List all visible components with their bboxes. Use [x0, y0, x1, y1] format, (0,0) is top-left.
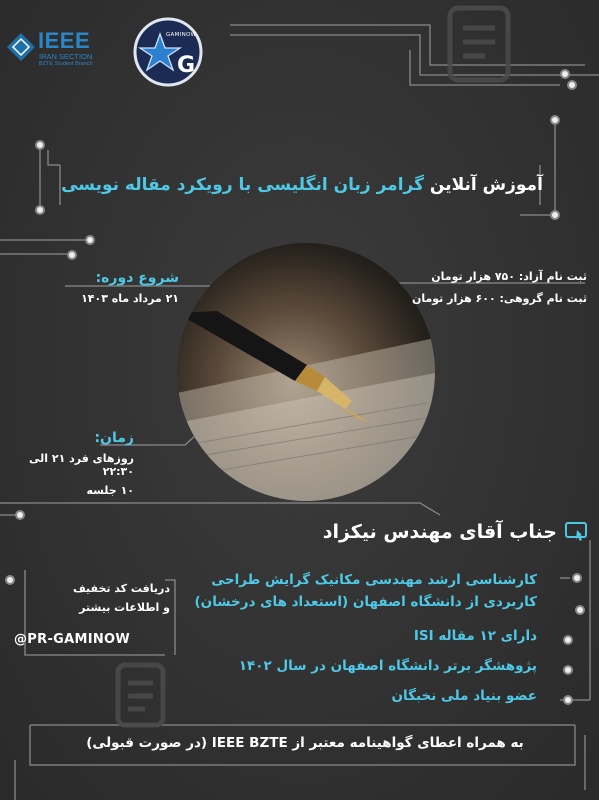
- schedule-block: [4, 430, 134, 497]
- title-highlight: گرامر زبان انگلیسی: [257, 175, 424, 195]
- price-individual: ثبت نام آزاد: ۷۵۰ هزار تومان: [431, 270, 587, 283]
- schedule-label: زمان:: [94, 430, 134, 446]
- title-suffix: با رویکرد مقاله نویسی: [61, 175, 252, 195]
- ieee-logo: [6, 28, 126, 68]
- gaminow-logo: [130, 14, 206, 90]
- credential-2: [414, 628, 537, 644]
- course-start-block: [19, 270, 179, 305]
- credential-1-line1: کارشناسی ارشد مهندسی مکانیک گرایش طراحی: [211, 572, 537, 588]
- svg-text:G: G: [177, 53, 196, 78]
- presentation-icon: [565, 522, 587, 542]
- contact-line2: و اطلاعات بیشتر: [79, 601, 170, 614]
- credential-4: [392, 688, 537, 704]
- credential-1: [195, 569, 538, 613]
- course-title: [61, 175, 543, 195]
- course-start-value: ۲۱ مرداد ماه ۱۴۰۳: [81, 292, 179, 305]
- contact-block: [30, 582, 170, 614]
- instructor-name: جناب آقای مهندس نیکزاد: [322, 521, 557, 543]
- title-prefix: آموزش آنلاین: [429, 175, 543, 195]
- schedule-sessions: ۱۰ جلسه: [86, 484, 134, 497]
- footer-note: به همراه اعطای گواهینامه معتبر از IEEE BZTE (در صورت قبولی): [86, 735, 524, 751]
- credential-2-line1: دارای ۱۲ مقاله ISI: [413, 628, 537, 644]
- ieee-wordmark: IEEE: [38, 28, 91, 53]
- contact-handle[interactable]: @PR-GAMINOW: [14, 632, 131, 647]
- credential-1-line2: کاربردی از دانشگاه اصفهان (استعداد های درخشان): [194, 594, 537, 610]
- price-group: ثبت نام گروهی: ۶۰۰ هزار تومان: [411, 292, 587, 305]
- credential-3: [239, 658, 537, 674]
- ieee-subtitle-2: BZTE Student Branch: [39, 61, 93, 67]
- pricing-block: [387, 270, 587, 305]
- gaminow-wordmark: GAMINOW: [166, 32, 197, 38]
- credential-4-line1: عضو بنیاد ملی نخبگان: [391, 688, 537, 704]
- ieee-subtitle-1: IRAN SECTION: [39, 52, 93, 61]
- ieee-diamond-icon: [6, 32, 36, 62]
- credential-3-line1: پژوهشگر برتر دانشگاه اصفهان در سال ۱۴۰۲: [238, 658, 537, 674]
- contact-line1: دریافت کد تخفیف: [72, 582, 170, 595]
- instructor-header: [323, 521, 587, 543]
- title-frame: [52, 160, 552, 210]
- course-start-label: شروع دوره:: [95, 270, 179, 286]
- schedule-days: روزهای فرد ۲۱ الی ۲۲:۳۰: [29, 452, 134, 478]
